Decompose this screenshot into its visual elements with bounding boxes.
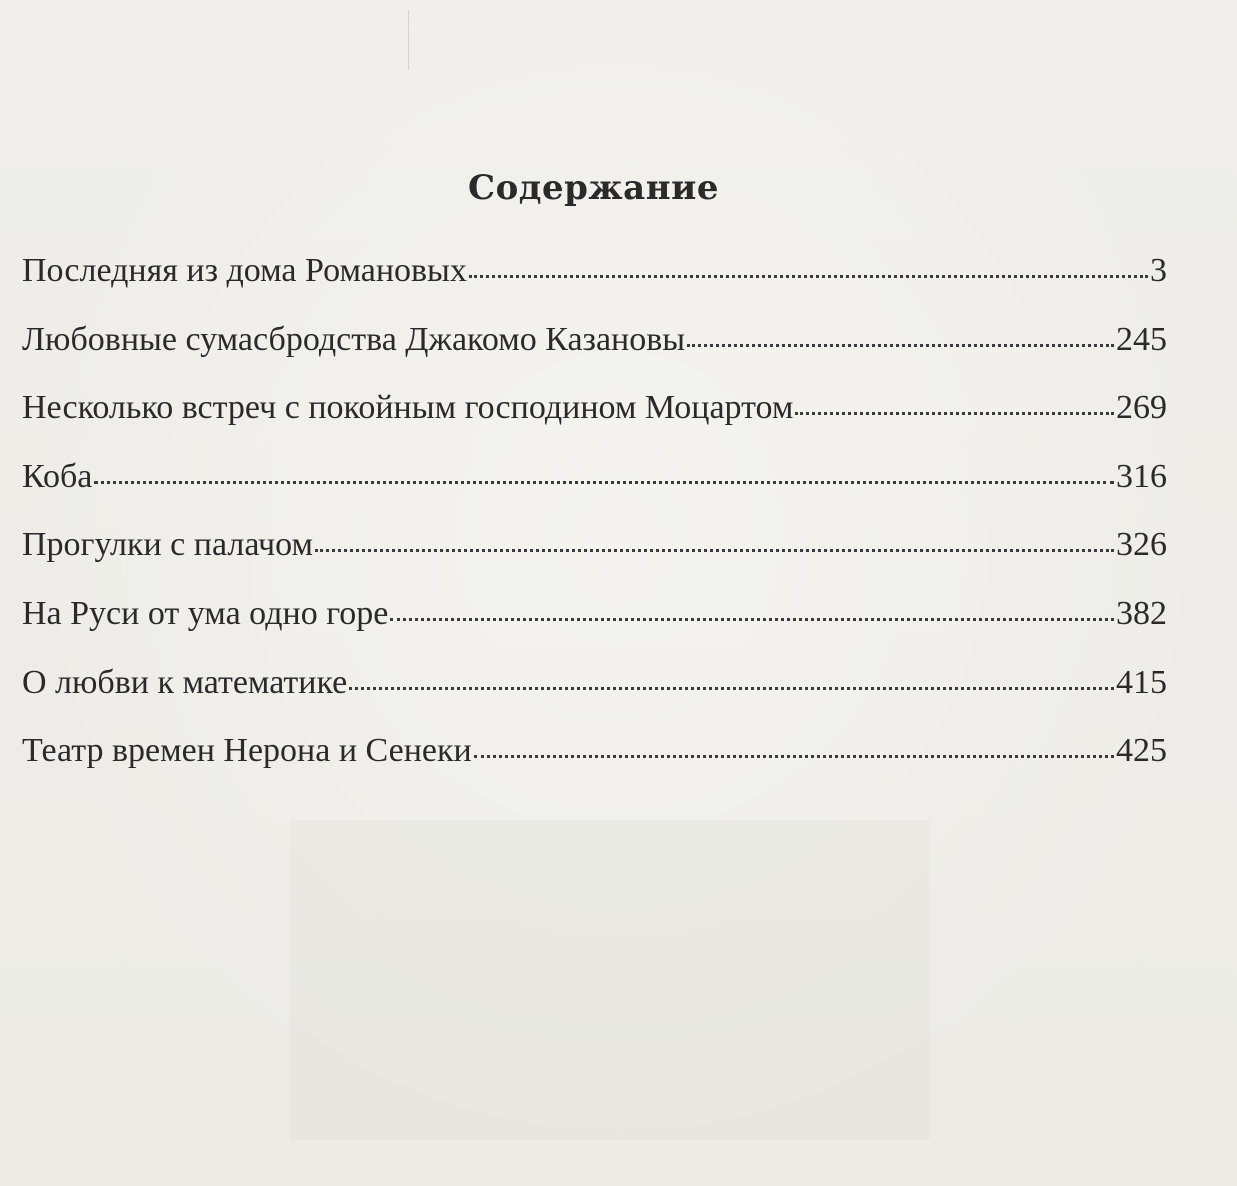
toc-entry-page: 3 (1150, 252, 1167, 289)
toc-entry-page: 382 (1116, 594, 1167, 632)
toc-entry-page: 245 (1116, 320, 1167, 358)
toc-dot-leader (390, 614, 1114, 621)
page-title: Содержание (468, 168, 719, 208)
toc-entry-page: 326 (1116, 526, 1167, 564)
toc-entry-title: Прогулки с палачом (22, 526, 314, 564)
toc-dot-leader (469, 271, 1148, 278)
page-show-through (290, 820, 930, 1140)
table-of-contents (22, 252, 1167, 801)
toc-dot-leader (349, 683, 1114, 690)
toc-entry (22, 458, 1167, 527)
toc-entry-page: 269 (1116, 389, 1167, 427)
toc-dot-leader (795, 408, 1114, 415)
toc-entry-title: О любви к математике (22, 663, 348, 701)
toc-entry (22, 252, 1167, 321)
toc-entry-title: На Руси от ума одно горе (22, 594, 389, 632)
toc-dot-leader (315, 545, 1114, 552)
toc-dot-leader (94, 477, 1114, 484)
toc-dot-leader (474, 751, 1114, 758)
toc-entry (22, 732, 1167, 801)
toc-entry (22, 526, 1167, 595)
toc-entry-title: Коба (22, 457, 93, 495)
toc-entry (22, 595, 1167, 664)
toc-entry-page: 425 (1116, 732, 1167, 770)
toc-entry-page: 415 (1116, 663, 1167, 701)
toc-entry (22, 389, 1167, 458)
page-crease (408, 10, 409, 70)
toc-entry-title: Несколько встреч с покойным господином Моцартом (22, 389, 794, 427)
toc-entry-title: Любовные сумасбродства Джакомо Казановы (22, 320, 686, 358)
toc-entry-title: Театр времен Нерона и Сенеки (22, 732, 472, 770)
toc-entry-page: 316 (1116, 457, 1167, 495)
toc-entry-title: Последняя из дома Романовых (22, 252, 467, 289)
toc-dot-leader (687, 340, 1114, 347)
toc-entry (22, 664, 1167, 733)
toc-entry (22, 321, 1167, 390)
